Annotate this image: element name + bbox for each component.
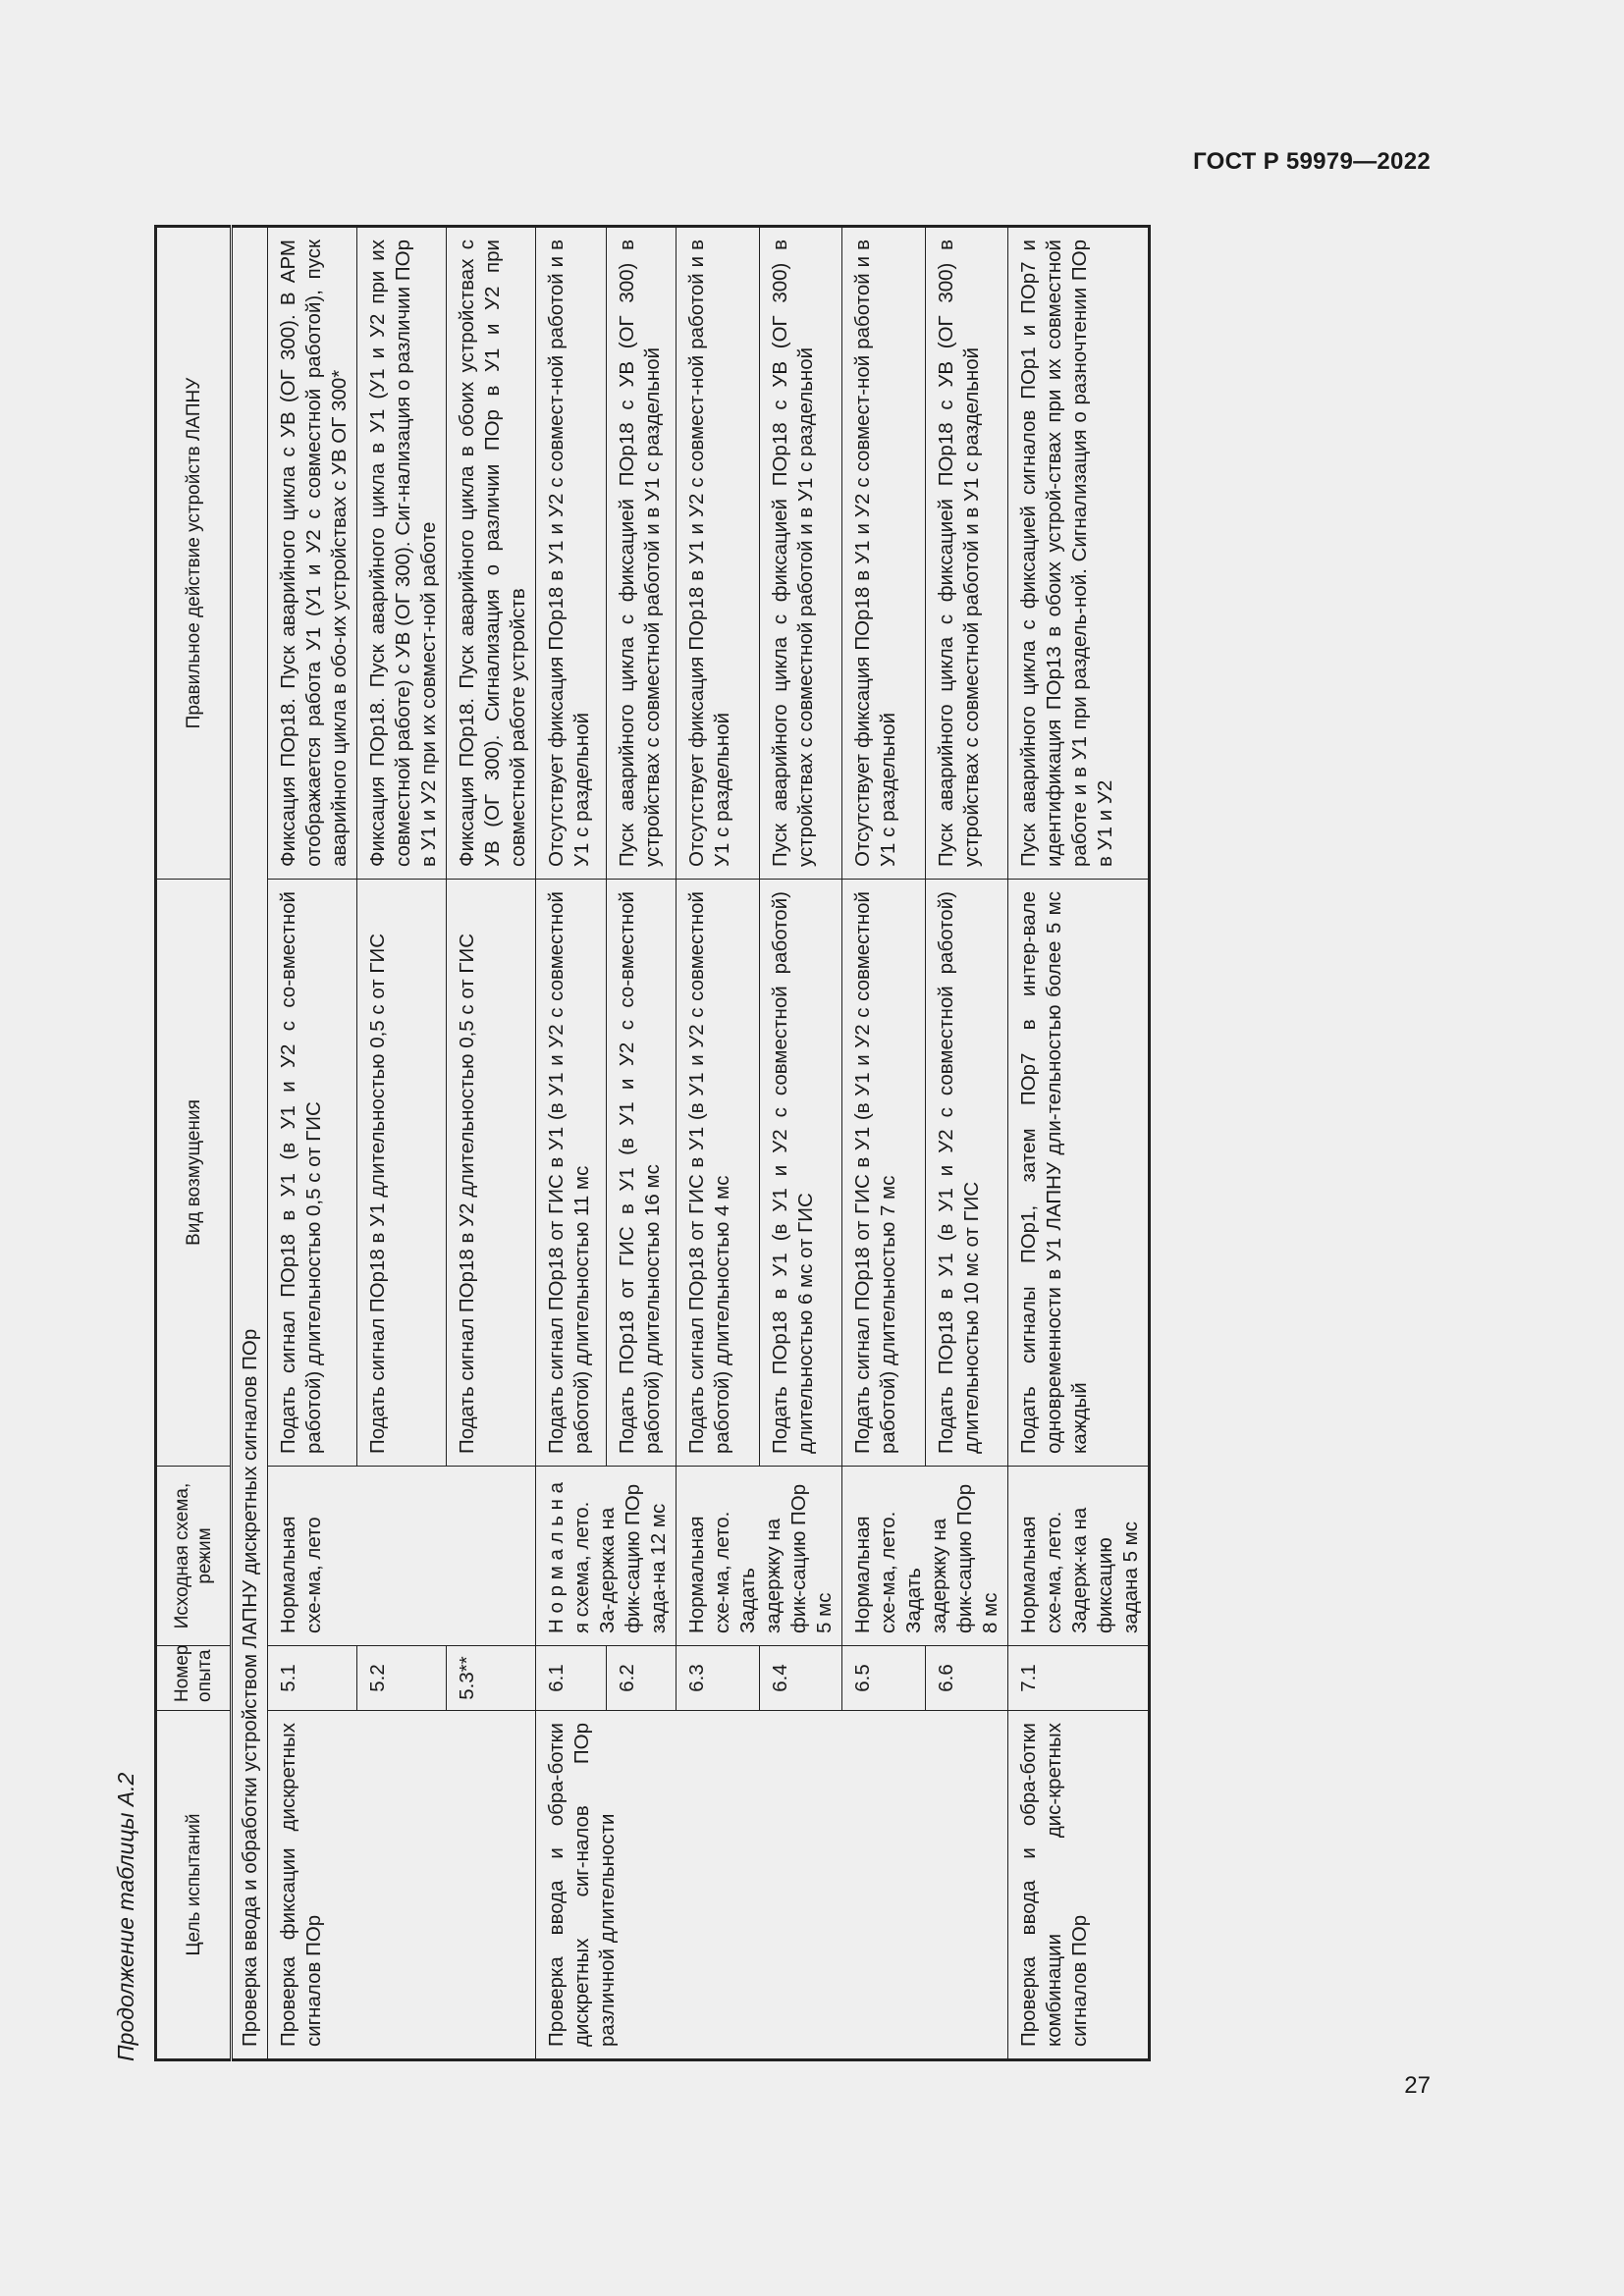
scheme-cell: Нормальная схе-ма, лето. Задать задержку на фик-сацию ПОр 5 мс xyxy=(677,1467,842,1646)
table-caption: Продолжение таблицы А.2 xyxy=(113,1772,138,2061)
num-cell: 5.1 xyxy=(268,1646,357,1711)
result-cell: Фиксация ПОр18. Пуск аварийного цикла в У1 (У1 и У2 при их совместной работе) с УВ (ОГ 300). Сиг-нализация о различии ПОр в У1 и У2 при их совмест-ной работе xyxy=(357,227,447,880)
purpose-cell: Проверка ввода и обра-ботки дискретных сиг-налов ПОр различной длительности xyxy=(536,1711,1008,2060)
result-cell: Пуск аварийного цикла с фиксацией ПОр18 с УВ (ОГ 300) в устройствах с совместной работой и в У1 с раздельной xyxy=(759,227,842,880)
col-header-purpose: Цель испытаний xyxy=(156,1711,232,2060)
action-cell: Подать сигнал ПОр18 в У2 длительностью 0,5 с от ГИС xyxy=(447,880,536,1467)
action-cell: Подать ПОр18 в У1 (в У1 и У2 с совместной работой) длительностью 10 мс от ГИС xyxy=(925,880,1008,1467)
num-cell: 6.3 xyxy=(677,1646,760,1711)
purpose-cell: Проверка фиксации дискретных сигналов ПОр xyxy=(268,1711,536,2060)
action-cell: Подать сигнал ПОр18 от ГИС в У1 (в У1 и У2 с совместной работой) длительностью 11 мс xyxy=(536,880,607,1467)
num-cell: 6.6 xyxy=(925,1646,1008,1711)
table-header-row xyxy=(156,227,232,2060)
action-cell: Подать ПОр18 от ГИС в У1 (в У1 и У2 с со-вместной работой) длительностью 16 мс xyxy=(606,880,677,1467)
section-title: Проверка ввода и обработки устройством ЛАПНУ дискретных сигналов ПОр xyxy=(232,227,268,2060)
col-header-result: Правильное действие устройств ЛАПНУ xyxy=(156,227,232,880)
num-cell: 5.3** xyxy=(447,1646,536,1711)
result-cell: Пуск аварийного цикла с фиксацией сигналов ПОр1 и ПОр7 и идентификация ПОр13 в обоих устрой-ствах при их совместной работе и в У1 при раздель-ной. Сигнализация о разночтении ПОр в У1 и У2 xyxy=(1008,227,1150,880)
page-number: 27 xyxy=(1404,2072,1431,2099)
rotated-table-area xyxy=(103,228,1355,2061)
table-row xyxy=(536,227,607,2060)
num-cell: 6.2 xyxy=(606,1646,677,1711)
col-header-num: Номер опыта xyxy=(156,1646,232,1711)
test-table xyxy=(154,225,1151,2061)
result-cell: Фиксация ПОр18. Пуск аварийного цикла в обоих устройствах с УВ (ОГ 300). Сигнализация о различии ПОр в У1 и У2 при совместной работе устройств xyxy=(447,227,536,880)
result-cell: Пуск аварийного цикла с фиксацией ПОр18 с УВ (ОГ 300) в устройствах с совместной работой и в У1 с раздельной xyxy=(606,227,677,880)
num-cell: 6.5 xyxy=(842,1646,926,1711)
num-cell: 6.4 xyxy=(759,1646,842,1711)
scheme-cell: Нормальная схе-ма, лето. Задать задержку на фик-сацию ПОр 8 мс xyxy=(842,1467,1008,1646)
table-row xyxy=(268,227,357,2060)
action-cell: Подать сигналы ПОр1, затем ПОр7 в интер-вале одновременности в У1 ЛАПНУ дли-тельностью более 5 мс каждый xyxy=(1008,880,1150,1467)
col-header-action: Вид возмущения xyxy=(156,880,232,1467)
num-cell: 5.2 xyxy=(357,1646,447,1711)
action-cell: Подать сигнал ПОр18 от ГИС в У1 (в У1 и У2 с совместной работой) длительностью 4 мс xyxy=(677,880,760,1467)
result-cell: Отсутствует фиксация ПОр18 в У1 и У2 с совмест-ной работой и в У1 с раздельной xyxy=(677,227,760,880)
scheme-cell: Н о р м а л ь н а я схема, лето. За-держка на фик-сацию ПОр зада-на 12 мс xyxy=(536,1467,677,1646)
result-cell: Отсутствует фиксация ПОр18 в У1 и У2 с совмест-ной работой и в У1 с раздельной xyxy=(536,227,607,880)
result-cell: Фиксация ПОр18. Пуск аварийного цикла с УВ (ОГ 300). В АРМ отображается работа У1 (У1 и У2 с совместной работой), пуск аварийного цикла в обо-их устройствах с УВ ОГ 300* xyxy=(268,227,357,880)
num-cell: 6.1 xyxy=(536,1646,607,1711)
purpose-cell: Проверка ввода и обра-ботки комбинации дис-кретных сигналов ПОр xyxy=(1008,1711,1150,2060)
result-cell: Пуск аварийного цикла с фиксацией ПОр18 с УВ (ОГ 300) в устройствах с совместной работой и в У1 с раздельной xyxy=(925,227,1008,880)
action-cell: Подать сигнал ПОр18 в У1 (в У1 и У2 с со-вместной работой) длительностью 0,5 с от ГИС xyxy=(268,880,357,1467)
standard-header: ГОСТ Р 59979—2022 xyxy=(1193,148,1431,175)
action-cell: Подать ПОр18 в У1 (в У1 и У2 с совместной работой) длительностью 6 мс от ГИС xyxy=(759,880,842,1467)
result-cell: Отсутствует фиксация ПОр18 в У1 и У2 с совмест-ной работой и в У1 с раздельной xyxy=(842,227,926,880)
col-header-scheme: Исходная схема, режим xyxy=(156,1467,232,1646)
action-cell: Подать сигнал ПОр18 от ГИС в У1 (в У1 и У2 с совместной работой) длительностью 7 мс xyxy=(842,880,926,1467)
section-row xyxy=(232,227,268,2060)
num-cell: 7.1 xyxy=(1008,1646,1150,1711)
scheme-cell: Нормальная схе-ма, лето xyxy=(268,1467,536,1646)
action-cell: Подать сигнал ПОр18 в У1 длительностью 0,5 с от ГИС xyxy=(357,880,447,1467)
scheme-cell: Нормальная схе-ма, лето. Задерж-ка на фиксацию задана 5 мс xyxy=(1008,1467,1150,1646)
table-row xyxy=(1008,227,1150,2060)
